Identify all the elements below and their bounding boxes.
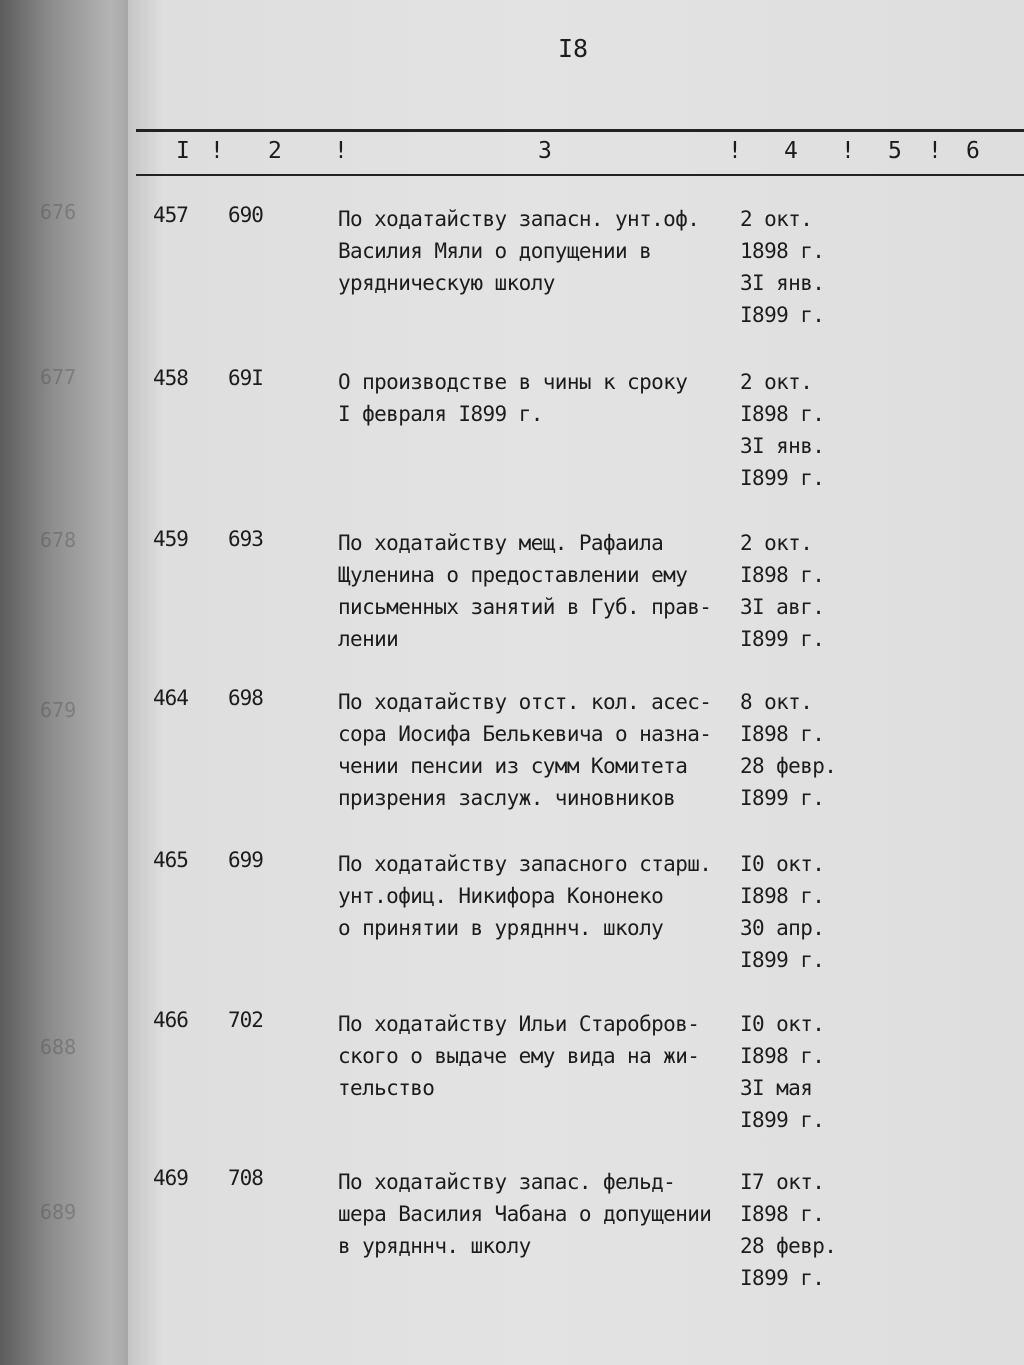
entry-number: 466 <box>153 1008 188 1032</box>
case-dates: 2 окт. 1898 г. 3I янв. I899 г. <box>740 207 825 327</box>
column-separator: ! <box>728 138 742 164</box>
case-number: 69I <box>228 366 263 390</box>
column-separator: ! <box>334 138 348 164</box>
table-row <box>128 527 1024 677</box>
table-row <box>128 848 1024 998</box>
case-number: 708 <box>228 1166 263 1190</box>
case-dates: I0 окт. I898 г. 30 апр. I899 г. <box>740 852 825 972</box>
table-row <box>128 686 1024 836</box>
case-dates: I7 окт. I898 г. 28 февр. I899 г. <box>740 1170 837 1290</box>
table-row <box>128 366 1024 516</box>
case-description: О производстве в чины к сроку I февраля I899 г. <box>338 370 688 426</box>
column-2-header: 2 <box>268 138 282 164</box>
entry-number: 465 <box>153 848 188 872</box>
header-top-rule <box>136 129 1024 132</box>
column-3-header: 3 <box>538 138 552 164</box>
case-description: По ходатайству запасного старш. унт.офиц. Никифора Кононеко о принятии в урядннч. школу <box>338 852 712 940</box>
column-separator: ! <box>928 138 942 164</box>
column-separator: ! <box>841 138 855 164</box>
case-number: 698 <box>228 686 263 710</box>
case-description: По ходатайству Ильи Старобров- ского о выдаче ему вида на жи- тельство <box>338 1012 700 1100</box>
case-description: По ходатайству отст. кол. асес- сора Иосифа Белькевича о назна- чении пенсии из сумм Комитета призрения заслуж. чиновников <box>338 690 712 810</box>
case-number: 702 <box>228 1008 263 1032</box>
bleed-through-mark: 679 <box>40 698 77 722</box>
table-header <box>128 138 1024 170</box>
column-4-header: 4 <box>784 138 798 164</box>
page-number: I8 <box>558 34 589 63</box>
entry-number: 459 <box>153 527 188 551</box>
table-row <box>128 203 1024 353</box>
case-dates: 2 окт. I898 г. 3I янв. I899 г. <box>740 370 825 490</box>
table-row <box>128 1166 1024 1316</box>
case-number: 699 <box>228 848 263 872</box>
entry-number: 469 <box>153 1166 188 1190</box>
column-5-header: 5 <box>888 138 902 164</box>
bleed-through-mark: 678 <box>40 528 77 552</box>
bleed-through-mark: 689 <box>40 1200 77 1224</box>
entry-number: 458 <box>153 366 188 390</box>
table-row <box>128 1008 1024 1158</box>
case-number: 690 <box>228 203 263 227</box>
entry-number: 464 <box>153 686 188 710</box>
column-6-header: 6 <box>966 138 980 164</box>
case-number: 693 <box>228 527 263 551</box>
case-dates: 2 окт. I898 г. 3I авг. I899 г. <box>740 531 825 651</box>
case-description: По ходатайству запас. фельд- шера Василия Чабана о допущении в урядннч. школу <box>338 1170 712 1258</box>
header-bottom-rule <box>136 174 1024 176</box>
column-separator: ! <box>210 138 224 164</box>
document-page <box>128 0 1024 1365</box>
case-dates: I0 окт. I898 г. 3I мая I899 г. <box>740 1012 825 1132</box>
facing-page-edge <box>0 0 130 1365</box>
entry-number: 457 <box>153 203 188 227</box>
bleed-through-mark: 677 <box>40 365 77 389</box>
column-1-header: I <box>176 138 190 164</box>
case-dates: 8 окт. I898 г. 28 февр. I899 г. <box>740 690 837 810</box>
case-description: По ходатайству запасн. унт.оф. Василия Мяли о допущении в урядническую школу <box>338 207 700 295</box>
bleed-through-mark: 676 <box>40 200 77 224</box>
case-description: По ходатайству мещ. Рафаила Щуленина о предоставлении ему письменных занятий в Губ. прав- лении <box>338 531 712 651</box>
bleed-through-mark: 688 <box>40 1035 77 1059</box>
